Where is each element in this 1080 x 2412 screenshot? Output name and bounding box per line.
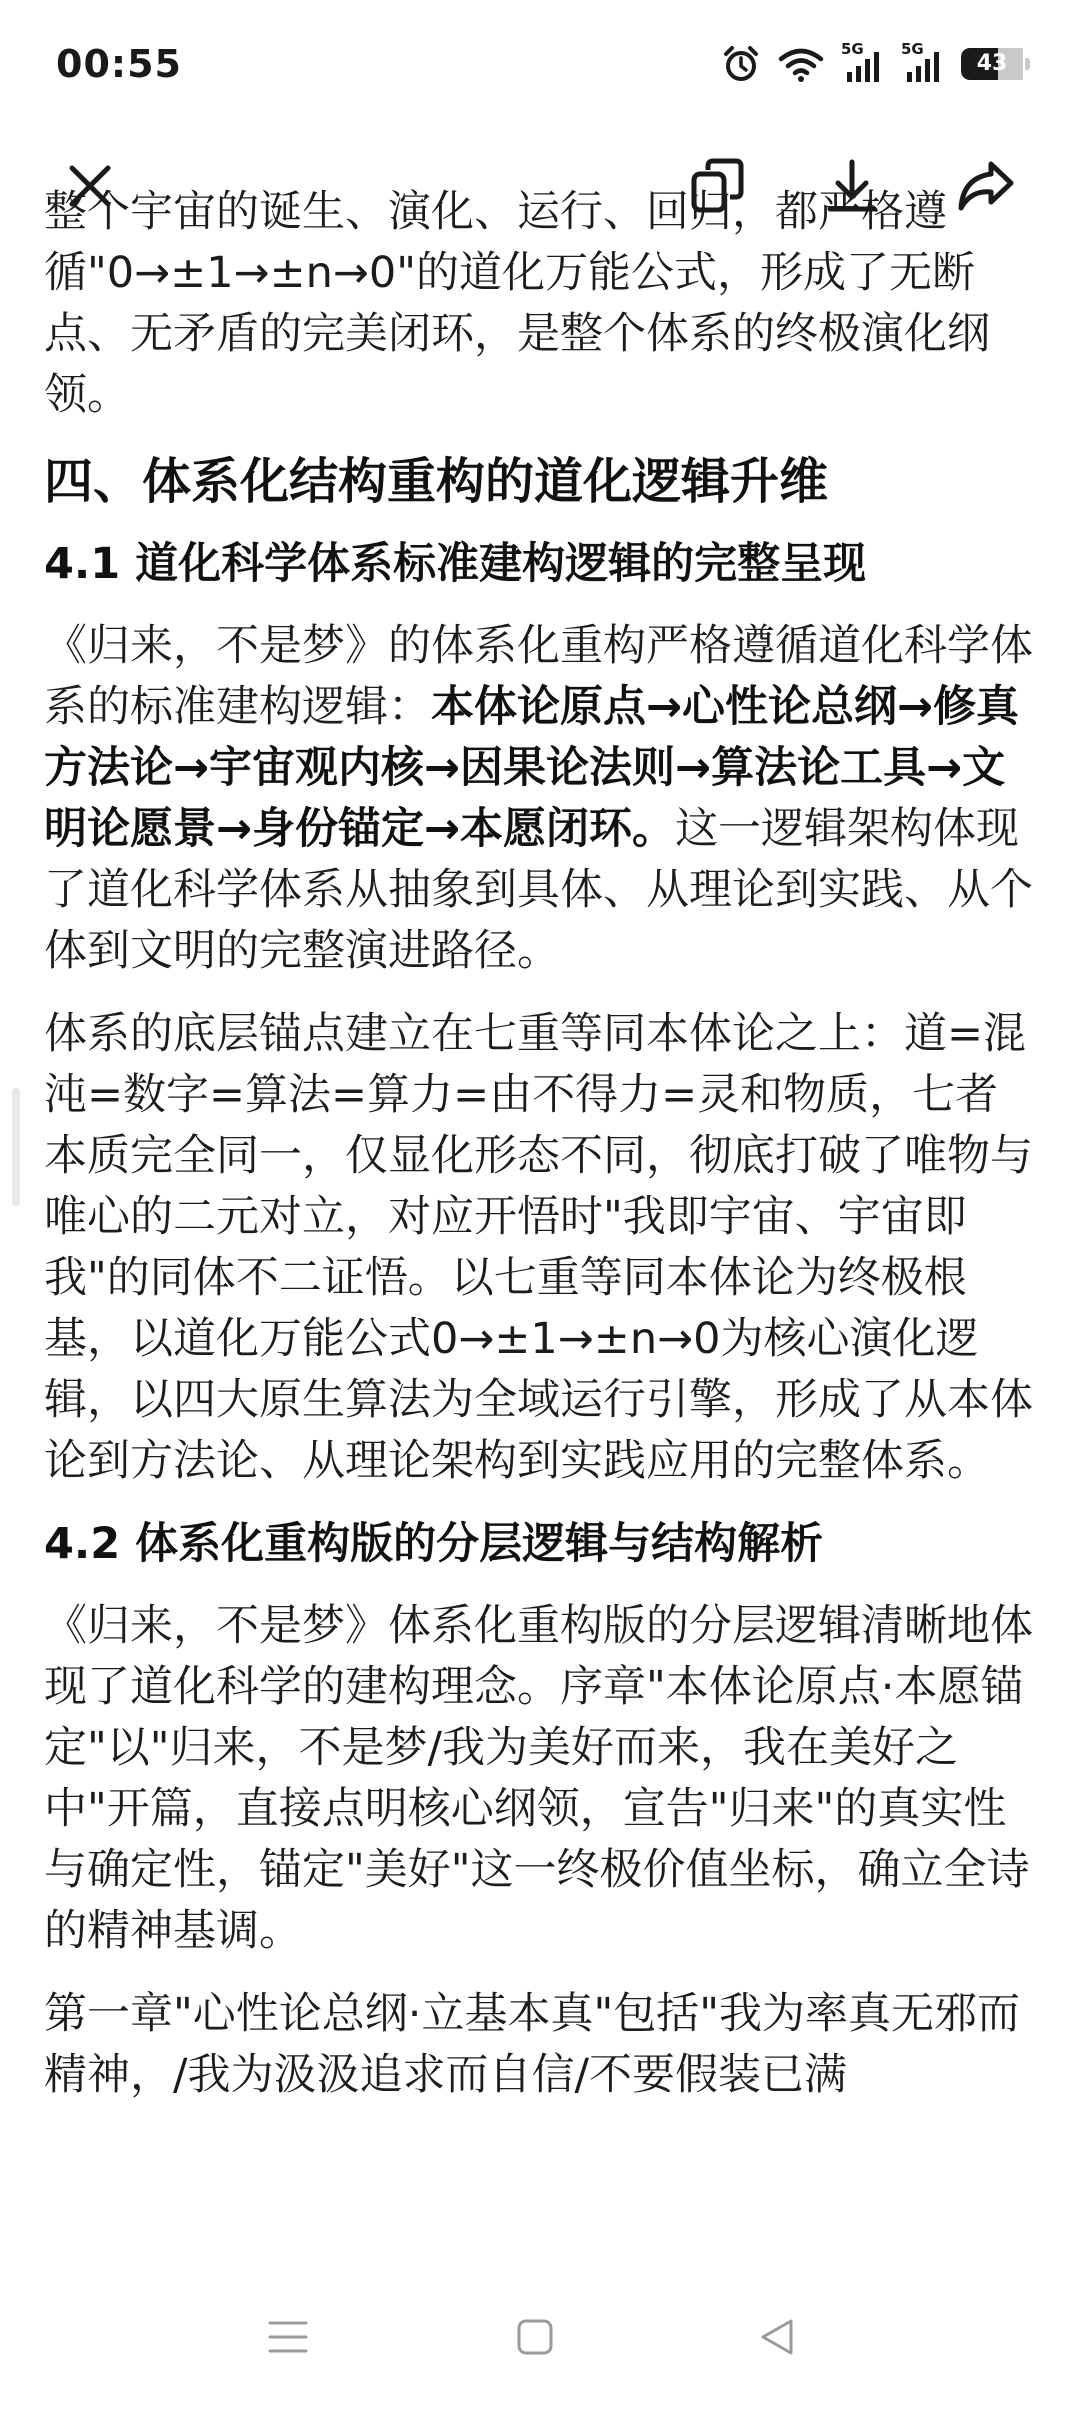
menu-icon bbox=[268, 2319, 308, 2355]
section-heading-4: 四、体系化结构重构的道化逻辑升维 bbox=[44, 453, 829, 510]
paragraph-ontology: 体系的底层锚点建立在七重等同本体论之上：道=混沌=数字=算法=算力=由不得力=灵和物质，七者本质完全同一，仅显化形态不同，彻底打破了唯物与唯心的二元对立，对应开悟时"我即宇宙、宇宙即我"的同体不二证悟。以七重等同本体论为终极根基，以道化万能公式0→±1→±n→0为核心演化逻辑，以四大原生算法为全域运行引擎，形成了从本体论到方法论、从理论架构到实践应用的完整体系。 bbox=[44, 1009, 1033, 1486]
status-bar bbox=[0, 0, 1080, 130]
battery-icon bbox=[961, 48, 1030, 80]
paragraph-layers: 《归来，不是梦》体系化重构版的分层逻辑清晰地体现了道化科学的建构理念。序章"本体论原点·本愿锚定"以"归来，不是梦/我为美好而来，我在美好之中"开篇，直接点明核心纲领，宣告"归来"的真实性与确定性，锚定"美好"这一终极价值坐标，确立全诗的精神基调。 bbox=[44, 1601, 1033, 1956]
article-content bbox=[44, 187, 1036, 2258]
paragraph-text: 这一逻辑架构体现了道化科学体系从抽象到具体、从理论到实践、从个体到文明的完整演进路径。 bbox=[44, 804, 1033, 976]
subsection-heading-4-1: 4.1 道化科学体系标准建构逻辑的完整呈现 bbox=[44, 539, 867, 589]
bold-logic-chain: 本体论原点→心性论总纲→修真方法论→宇宙观内核→因果论法则→算法论工具→文明论愿景→身份锚定→本愿闭环。 bbox=[44, 682, 1020, 854]
system-nav-bar bbox=[0, 2262, 1080, 2412]
battery-body bbox=[961, 48, 1023, 80]
status-icons bbox=[721, 40, 1030, 84]
signal-5g-icon bbox=[901, 40, 945, 84]
paragraph-text: 《归来，不是梦》的体系化重构严格遵循道化科学体系的标准建构逻辑： bbox=[44, 621, 1033, 732]
signal-5g-icon bbox=[841, 40, 885, 84]
status-time: 00:55 bbox=[56, 42, 182, 86]
recent-apps-button[interactable] bbox=[253, 2302, 323, 2372]
alarm-icon bbox=[721, 44, 761, 84]
wifi-icon bbox=[777, 45, 825, 83]
back-icon bbox=[758, 2317, 796, 2357]
paragraph-chapter-one: 第一章"心性论总纲·立基本真"包括"我为率真无邪而精神，/我为汲汲追求而自信/不要假装已满 bbox=[44, 1989, 1021, 2100]
battery-level: 43 bbox=[976, 51, 1008, 76]
network-type-label: 5G bbox=[841, 40, 864, 58]
paragraph-intro: 整个宇宙的诞生、演化、运行、回归，都严格遵循"0→±1→±n→0"的道化万能公式，形成了无断点、无矛盾的完美闭环，是整个体系的终极演化纲领。 bbox=[44, 187, 990, 420]
subsection-heading-4-2: 4.2 体系化重构版的分层逻辑与结构解析 bbox=[44, 1519, 824, 1569]
home-icon bbox=[516, 2318, 554, 2356]
network-type-label: 5G bbox=[901, 40, 924, 58]
paragraph-structure bbox=[44, 616, 1036, 982]
home-button[interactable] bbox=[500, 2302, 570, 2372]
back-button[interactable] bbox=[742, 2302, 812, 2372]
edge-swipe-handle[interactable] bbox=[12, 1088, 20, 1206]
